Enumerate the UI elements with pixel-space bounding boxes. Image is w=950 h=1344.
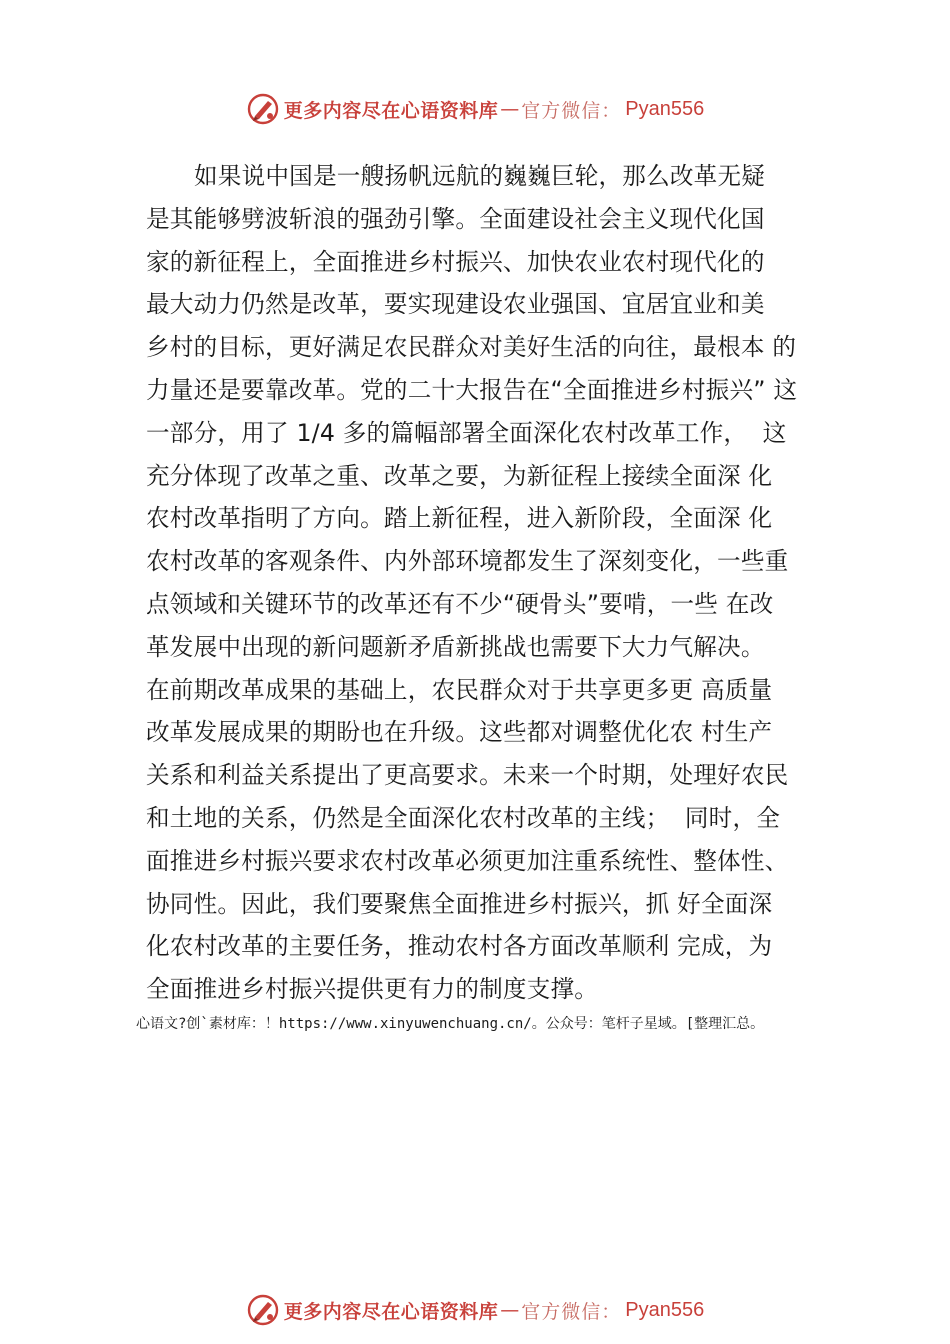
article-body (146, 155, 831, 1011)
article-line: 一部分，用了 1/4 多的篇幅部署全面深化农村改革工作， 这 (146, 418, 787, 447)
article-line: 面推进乡村振兴要求农村改革必须更加注重系统性、整体性、 (146, 846, 789, 875)
article-line: 乡村的目标，更好满足农民群众对美好生活的向往，最根本 的 (146, 333, 797, 362)
article-line: 全面推进乡村振兴提供更有力的制度支撑。 (146, 975, 599, 1004)
banner-dash: — (500, 98, 520, 120)
article-line: 充分体现了改革之重、改革之要，为新征程上接续全面深 化 (146, 461, 773, 490)
article-line: 点领域和关键环节的改革还有不少“硬骨头”要啃，一些 在改 (146, 589, 774, 618)
article-line: 家的新征程上，全面推进乡村振兴、加快农业农村现代化的 (146, 247, 765, 276)
article-line: 是其能够劈波斩浪的强劲引擎。全面建设社会主义现代化国 (146, 204, 765, 233)
footer-banner (0, 1290, 950, 1330)
article-line: 化农村改革的主要任务，推动农村各方面改革顺利 完成，为 (146, 932, 773, 961)
article-line: 革发展中出现的新问题新矛盾新挑战也需要下大力气解决。 (146, 632, 765, 661)
banner-wechat-id: Pyan556 (625, 1298, 705, 1321)
article-line: 农村改革的客观条件、内外部环境都发生了深刻变化，一些重 (146, 547, 789, 576)
article-line: 和土地的关系，仍然是全面深化农村改革的主线； 同时，全 (146, 803, 781, 832)
banner-wechat-label: 官方微信： (521, 99, 622, 122)
banner-wechat-id: Pyan556 (625, 97, 705, 120)
banner-site-name: 更多内容尽在心语资料库 (283, 99, 499, 122)
article-line: 农村改革指明了方向。踏上新征程，进入新阶段，全面深 化 (146, 504, 773, 533)
banner-site-name: 更多内容尽在心语资料库 (283, 1300, 499, 1323)
banner-wechat-label: 官方微信： (521, 1300, 622, 1323)
article-line: 关系和利益关系提出了更高要求。未来一个时期，处理好农民 (146, 761, 789, 790)
article-line: 最大动力仍然是改革，要实现建设农业强国、宜居宜业和美 (146, 290, 765, 319)
article-line: 在前期改革成果的基础上，农民群众对于共享更多更 高质量 (146, 675, 773, 704)
pen-logo-icon (246, 92, 280, 126)
article-line: 改革发展成果的期盼也在升级。这些都对调整优化农 村生产 (146, 718, 773, 747)
banner-dash: — (500, 1299, 520, 1321)
pen-logo-icon (246, 1293, 280, 1327)
article-line: 如果说中国是一艘扬帆远航的巍巍巨轮，那么改革无疑 (194, 162, 766, 190)
article-line: 力量还是要靠改革。党的二十大报告在“全面推进乡村振兴” 这 (146, 375, 798, 404)
header-banner (0, 89, 950, 129)
article-line: 协同性。因此，我们要聚焦全面推进乡村振兴，抓 好全面深 (146, 889, 773, 918)
source-note: 心语文?创`素材库：！https://www.xinyuwenchuang.cn/。公众号：笔杆子星域。[整理汇总。 (136, 1016, 765, 1032)
